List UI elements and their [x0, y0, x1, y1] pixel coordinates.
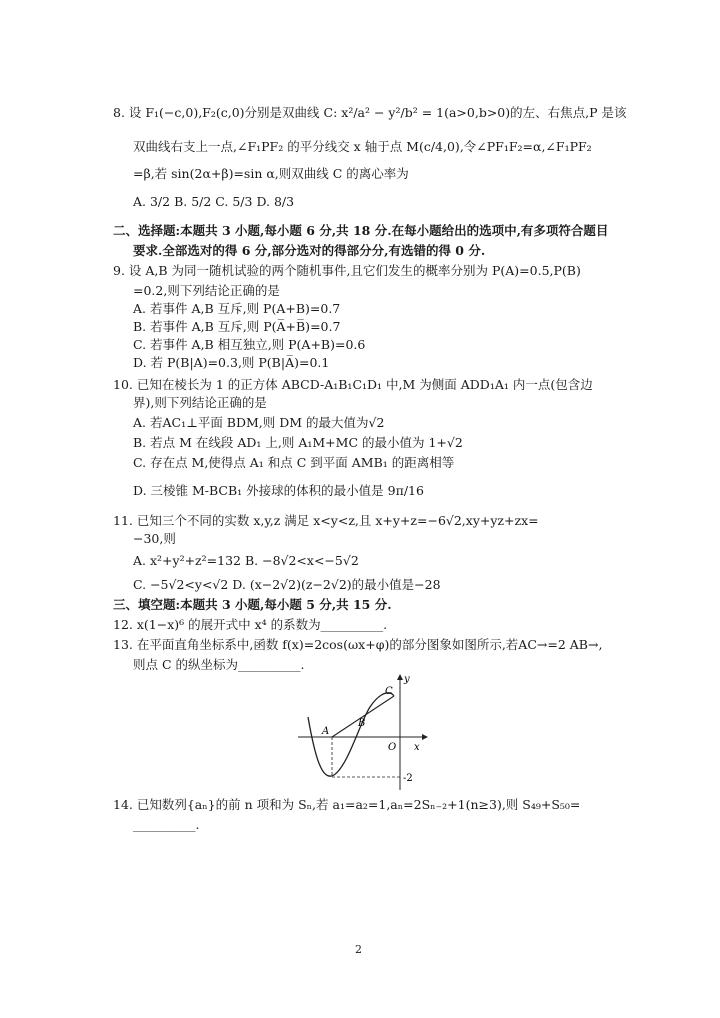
q8-line-1: 8. 设 F₁(−c,0),F₂(c,0)分别是双曲线 C: x²/a² − y²/b² = 1(a>0,b>0)的左、右焦点,P 是该: [113, 105, 627, 120]
label-b: B: [358, 718, 366, 729]
q10-option-a: A. 若AC₁⊥平面 BDM,则 DM 的最大值为√2: [133, 415, 385, 430]
section-2-heading-2: 要求.全部选对的得 6 分,部分选对的得部分分,有选错的得 0 分.: [133, 243, 486, 258]
label-y: y: [404, 674, 410, 685]
q11-line-2: −30,则: [133, 531, 176, 546]
q9-option-d: D. 若 P(B|A)=0.3,则 P(B|A̅)=0.1: [133, 355, 330, 370]
cosine-graph-figure: [290, 672, 430, 792]
q13-line-2: 则点 C 的纵坐标为__________.: [133, 657, 305, 672]
q8-options: A. 3/2 B. 5/2 C. 5/3 D. 8/3: [133, 194, 295, 209]
label-o: O: [388, 742, 397, 753]
page-number: 2: [355, 943, 362, 956]
x-axis-arrow: [422, 734, 428, 740]
section-2-heading-1: 二、选择题:本题共 3 小题,每小题 6 分,共 18 分.在每小题给出的选项中,有多项符合题目: [113, 223, 609, 238]
q10-line-2: 界),则下列结论正确的是: [133, 395, 267, 410]
q10-option-c: C. 存在点 M,使得点 A₁ 和点 C 到平面 AMB₁ 的距离相等: [133, 455, 455, 470]
cosine-graph-svg: [290, 672, 430, 792]
q9-option-a: A. 若事件 A,B 互斥,则 P(A+B)=0.7: [133, 301, 341, 316]
q11-line-1: 11. 已知三个不同的实数 x,y,z 满足 x<y<z,且 x+y+z=−6√2,xy+yz+zx=: [113, 513, 539, 528]
q12-line: 12. x(1−x)⁶ 的展开式中 x⁴ 的系数为__________.: [113, 617, 388, 632]
section-3-heading: 三、填空题:本题共 3 小题,每小题 5 分,共 15 分.: [113, 597, 392, 612]
q9-option-c: C. 若事件 A,B 相互独立,则 P(A+B)=0.6: [133, 337, 366, 352]
label-c: C: [385, 686, 393, 697]
label-a: A: [322, 726, 330, 737]
q11-options-cd: C. −5√2<y<√2 D. (x−2√2)(z−2√2)的最小值是−28: [133, 577, 441, 592]
y-axis-arrow: [397, 674, 403, 680]
q11-options-ab: A. x²+y²+z²=132 B. −8√2<x<−5√2: [133, 553, 359, 568]
q9-line-2: =0.2,则下列结论正确的是: [133, 283, 280, 298]
q13-line-1: 13. 在平面直角坐标系中,函数 f(x)=2cos(ωx+φ)的部分图象如图所示,若AC→=2 AB→,: [113, 637, 603, 652]
q10-option-d: D. 三棱锥 M-BCB₁ 外接球的体积的最小值是 9π/16: [133, 483, 424, 498]
label-min: -2: [403, 773, 413, 784]
q14-line-1: 14. 已知数列{aₙ}的前 n 项和为 Sₙ,若 a₁=a₂=1,aₙ=2Sₙ₋₂+1(n≥3),则 S₄₉+S₅₀=: [113, 797, 581, 812]
q9-option-b: B. 若事件 A,B 互斥,则 P(A̅+B̅)=0.7: [133, 319, 341, 334]
q14-line-2: __________.: [133, 817, 200, 832]
q9-line-1: 9. 设 A,B 为同一随机试验的两个随机事件,且它们发生的概率分别为 P(A)=0.5,P(B): [113, 263, 581, 278]
q8-line-3: =β,若 sin(2α+β)=sin α,则双曲线 C 的离心率为: [133, 166, 409, 181]
q10-option-b: B. 若点 M 在线段 AD₁ 上,则 A₁M+MC 的最小值为 1+√2: [133, 435, 463, 450]
q8-line-2: 双曲线右支上一点,∠F₁PF₂ 的平分线交 x 轴于点 M(c/4,0),令∠PF₁F₂=α,∠F₁PF₂: [133, 139, 592, 154]
segment-ac: [332, 696, 394, 737]
cosine-curve: [308, 693, 397, 776]
label-x: x: [414, 742, 420, 753]
q10-line-1: 10. 已知在棱长为 1 的正方体 ABCD-A₁B₁C₁D₁ 中,M 为侧面 ADD₁A₁ 内一点(包含边: [113, 377, 593, 392]
